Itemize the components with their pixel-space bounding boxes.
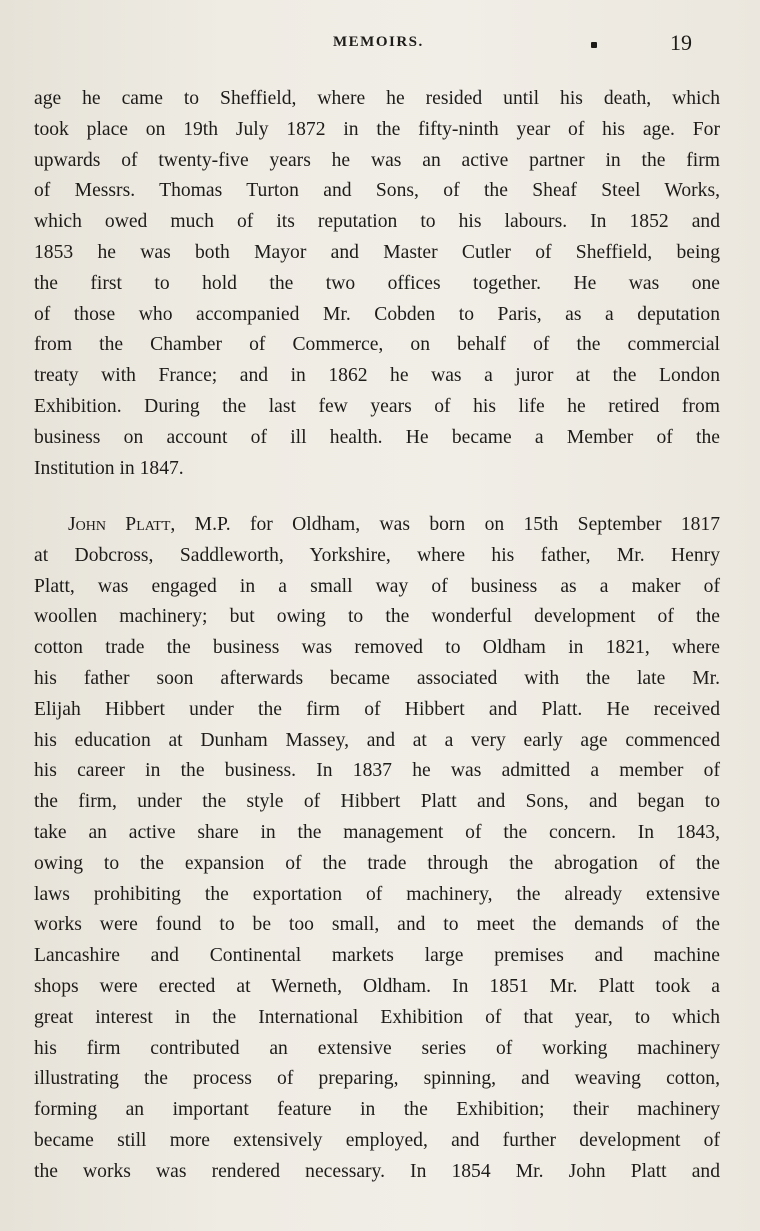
text-line: great interest in the International Exhibition of that year, to which bbox=[34, 1006, 720, 1028]
text-line: the firm, under the style of Hibbert Platt and Sons, and began to bbox=[34, 791, 720, 813]
text-line: illustrating the process of preparing, spinning, and weaving cotton, bbox=[34, 1068, 720, 1090]
first-line-text: , M.P. for Oldham, was born on 15th September 1817 bbox=[170, 514, 721, 535]
text-line: treaty with France; and in 1862 he was a juror at the London bbox=[34, 365, 720, 387]
lead-name: John Platt bbox=[68, 514, 171, 535]
text-line: his father soon afterwards became associated with the late Mr. bbox=[34, 667, 720, 689]
text-line: shops were erected at Werneth, Oldham. In 1851 Mr. Platt took a bbox=[34, 975, 720, 997]
ornament-dot bbox=[591, 42, 597, 48]
text-line-first bbox=[34, 510, 720, 541]
text-line: became still more extensively employed, and further development of bbox=[34, 1129, 720, 1151]
text-line: his education at Dunham Massey, and at a very early age commenced bbox=[34, 729, 720, 751]
text-line: at Dobcross, Saddleworth, Yorkshire, where his father, Mr. Henry bbox=[34, 544, 720, 566]
page-number: 19 bbox=[670, 30, 692, 55]
text-line: forming an important feature in the Exhibition; their machinery bbox=[34, 1099, 720, 1121]
text-line: the works was rendered necessary. In 1854 Mr. John Platt and bbox=[34, 1160, 720, 1182]
text-line: which owed much of its reputation to his labours. In 1852 and bbox=[34, 211, 720, 233]
text-line: Lancashire and Continental markets large premises and machine bbox=[34, 945, 720, 967]
paragraph-john-platt bbox=[34, 510, 720, 1188]
text-line: cotton trade the business was removed to Oldham in 1821, where bbox=[34, 637, 720, 659]
running-header bbox=[0, 30, 760, 60]
text-line: laws prohibiting the exportation of machinery, the already extensive bbox=[34, 883, 720, 905]
text-line: Platt, was engaged in a small way of business as a maker of bbox=[34, 575, 720, 597]
text-line: his firm contributed an extensive series of working machinery bbox=[34, 1037, 720, 1059]
text-line: of Messrs. Thomas Turton and Sons, of the Sheaf Steel Works, bbox=[34, 180, 720, 202]
text-line: works were found to be too small, and to meet the demands of the bbox=[34, 914, 720, 936]
text-line: upwards of twenty-five years he was an active partner in the firm bbox=[34, 149, 720, 171]
text-line: business on account of ill health. He became a Member of the bbox=[34, 426, 720, 448]
text-line: from the Chamber of Commerce, on behalf of the commercial bbox=[34, 334, 720, 356]
text-line: Elijah Hibbert under the firm of Hibbert and Platt. He received bbox=[34, 698, 720, 720]
text-line: Institution in 1847. bbox=[34, 457, 184, 479]
text-line: took place on 19th July 1872 in the fifty-ninth year of his age. For bbox=[34, 118, 720, 140]
text-line: his career in the business. In 1837 he was admitted a member of bbox=[34, 760, 720, 782]
text-line: take an active share in the management of the concern. In 1843, bbox=[34, 821, 720, 843]
text-line: of those who accompanied Mr. Cobden to Paris, as a deputation bbox=[34, 303, 720, 325]
text-line: owing to the expansion of the trade through the abrogation of the bbox=[34, 852, 720, 874]
text-line: 1853 he was both Mayor and Master Cutler of Sheffield, being bbox=[34, 241, 720, 263]
text-line: woollen machinery; but owing to the wonderful development of the bbox=[34, 606, 720, 628]
text-line: Exhibition. During the last few years of his life he retired from bbox=[34, 395, 720, 417]
text-line: the first to hold the two offices together. He was one bbox=[34, 272, 720, 294]
running-title: MEMOIRS. bbox=[333, 34, 424, 50]
paragraph-continued bbox=[34, 84, 720, 484]
text-line: age he came to Sheffield, where he resided until his death, which bbox=[34, 88, 720, 109]
